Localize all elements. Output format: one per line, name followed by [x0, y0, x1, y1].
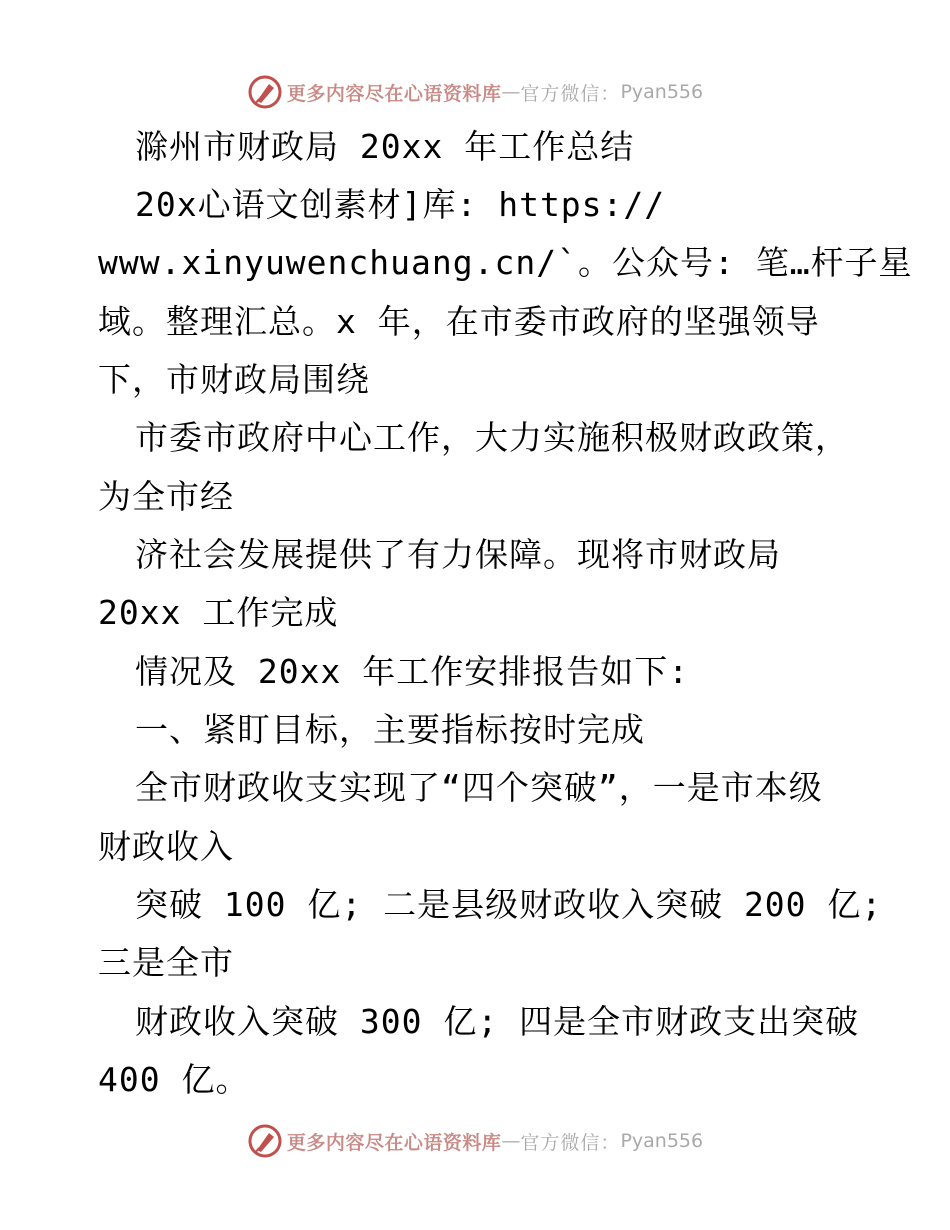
- banner-wechat-label: 官方微信：: [520, 1131, 621, 1154]
- document-line: 市委市政府中心工作，大力实施积极财政政策，: [135, 418, 849, 457]
- document-line: 济社会发展提供了有力保障。现将市财政局: [135, 535, 781, 574]
- banner-wechat-label: 官方微信：: [520, 82, 621, 105]
- banner-wechat-id: Pyan556: [620, 81, 704, 103]
- banner-separator: —: [501, 81, 521, 103]
- document-title: 滁州市财政局 20xx 年工作总结: [135, 127, 635, 166]
- pen-nib-logo-icon: [247, 74, 283, 110]
- document-line: 突破 100 亿; 二是县级财政收入突破 200 亿;: [135, 885, 883, 924]
- document-line: 下，市财政局围绕: [98, 360, 370, 399]
- document-line: 情况及 20xx 年工作安排报告如下:: [135, 652, 690, 691]
- banner-separator: —: [501, 1130, 521, 1152]
- banner-main-text: 更多内容尽在心语资料库: [286, 1131, 502, 1154]
- footer-banner: [0, 1121, 950, 1161]
- document-line: 20x心语文创素材]库: https://: [135, 185, 666, 224]
- header-banner: [0, 72, 950, 112]
- document-line: 全市财政收支实现了“四个突破”，一是市本级: [135, 768, 823, 807]
- document-line: 域。整理汇总。x 年，在市委市政府的坚强领导: [98, 302, 820, 341]
- banner-wechat-id: Pyan556: [620, 1130, 704, 1152]
- document-line: 400 亿。: [98, 1060, 250, 1099]
- document-line: 三是全市: [98, 943, 234, 982]
- document-line: 财政收入: [98, 827, 234, 866]
- section-heading: 一、紧盯目标，主要指标按时完成: [135, 710, 645, 749]
- document-line: 为全市经: [98, 477, 234, 516]
- document-line: www.xinyuwenchuang.cn/`。公众号: 笔…杆子星: [98, 243, 913, 282]
- document-line: 20xx 工作完成: [98, 593, 339, 632]
- document-line: 财政收入突破 300 亿; 四是全市财政支出突破: [135, 1002, 860, 1041]
- banner-main-text: 更多内容尽在心语资料库: [286, 82, 502, 105]
- pen-nib-logo-icon: [247, 1123, 283, 1159]
